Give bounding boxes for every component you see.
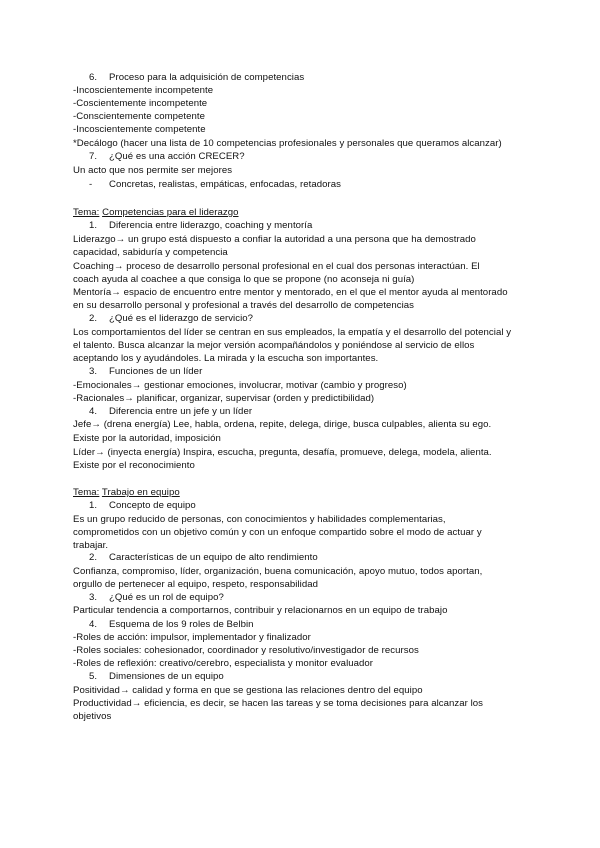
item-title: Esquema de los 9 roles de Belbin	[109, 619, 254, 630]
tema-title: Competencias para el liderazgo	[102, 207, 239, 218]
item-number: 1.	[89, 500, 98, 511]
item-number: 2.	[89, 552, 98, 563]
item-title: ¿Qué es una acción CRECER?	[109, 151, 245, 162]
text-line: -Roles de acción: impulsor, implementador y finalizador	[73, 632, 311, 643]
item-title: Funciones de un líder	[109, 366, 203, 377]
text-line: Líder→ (inyecta energía) Inspira, escucha, pregunta, desafía, promueve, delega, modela, alienta.	[73, 447, 492, 458]
text-line: Coaching→ proceso de desarrollo personal profesional en el cual dos personas interactúan. El	[73, 261, 480, 272]
section-heading	[73, 206, 239, 219]
text-line: -Roles sociales: cohesionador, coordinador y resolutivo/investigador de recursos	[73, 645, 419, 656]
text-line: trabajar.	[73, 540, 109, 551]
heading-item-7	[89, 150, 245, 163]
text-line: Confianza, compromiso, líder, organización, buena comunicación, apoyo mutuo, todos aportan,	[73, 566, 483, 577]
item-title: Diferencia entre liderazgo, coaching y mentoría	[109, 220, 313, 231]
bullet-item	[89, 178, 341, 191]
text-line: Existe por el reconocimiento	[73, 460, 195, 471]
text-line: Particular tendencia a comportarnos, contribuir y relacionarnos en un equipo de trabajo	[73, 605, 448, 616]
text-line: Los comportamientos del líder se centran en sus empleados, la empatía y el desarrollo del potencial y	[73, 327, 512, 338]
heading-item-1	[89, 219, 312, 232]
text-line: Positividad→ calidad y forma en que se gestiona las relaciones dentro del equipo	[73, 685, 423, 696]
text-line: Existe por la autoridad, imposición	[73, 433, 221, 444]
text-line: Jefe→ (drena energía) Lee, habla, ordena, repite, delega, dirige, busca culpables, alienta su ego.	[73, 419, 492, 430]
text-line: orgullo de pertenecer al equipo, respeto, responsabilidad	[73, 579, 318, 590]
heading-item-1	[89, 499, 196, 512]
text-line: el talento. Busca alcanzar la mejor versión acompañándolos y poniéndose al servicio de ellos	[73, 340, 475, 351]
text-line: aceptando los y ayudándoles. La mirada y la escucha son importantes.	[73, 353, 379, 364]
item-number: 7.	[89, 151, 98, 162]
item-title: Proceso para la adquisición de competencias	[109, 72, 305, 83]
text-line: en su desarrollo personal y profesional a través del desarrollo de competencias	[73, 300, 414, 311]
item-title: Concepto de equipo	[109, 500, 196, 511]
text-line: -Incoscientemente competente	[73, 124, 206, 135]
heading-item-3	[89, 365, 202, 378]
text-line: *Decálogo (hacer una lista de 10 competencias profesionales y personales que queramos alcanzar)	[73, 138, 502, 149]
text-line: -Conscientemente competente	[73, 111, 206, 122]
text-line: -Coscientemente incompetente	[73, 98, 208, 109]
item-number: 3.	[89, 592, 98, 603]
tema-label: Tema:	[73, 207, 100, 218]
text-line: capacidad, sabiduría y competencia	[73, 247, 228, 258]
item-number: 4.	[89, 406, 98, 417]
text-line: -Racionales→ planificar, organizar, supervisar (orden y predictibilidad)	[73, 393, 375, 404]
tema-label: Tema:	[73, 487, 100, 498]
heading-item-5	[89, 670, 224, 683]
heading-item-2	[89, 551, 318, 564]
text-line: -Emocionales→ gestionar emociones, involucrar, motivar (cambio y progreso)	[73, 380, 407, 391]
text-line: -Incoscientemente incompetente	[73, 85, 214, 96]
heading-item-4	[89, 405, 252, 418]
item-title: Dimensiones de un equipo	[109, 671, 224, 682]
item-number: 4.	[89, 619, 98, 630]
item-number: 1.	[89, 220, 98, 231]
text-line: Productividad→ eficiencia, es decir, se hacen las tareas y se toma decisiones para alcanzar los	[73, 698, 484, 709]
item-title: ¿Qué es un rol de equipo?	[109, 592, 224, 603]
text-line: Mentoría→ espacio de encuentro entre mentor y mentorado, en el que el mentor ayuda al mentorado	[73, 287, 508, 298]
tema-title: Trabajo en equipo	[101, 487, 180, 498]
heading-item-4	[89, 618, 254, 631]
bullet-text: Concretas, realistas, empáticas, enfocadas, retadoras	[109, 179, 341, 190]
item-title: ¿Qué es el liderazgo de servicio?	[109, 313, 254, 324]
item-number: 3.	[89, 366, 98, 377]
heading-item-3	[89, 591, 224, 604]
item-number: 6.	[89, 72, 98, 83]
text-line: Un acto que nos permite ser mejores	[73, 165, 233, 176]
text-line: Liderazgo→ un grupo está dispuesto a confiar la autoridad a una persona que ha demostrado	[73, 234, 476, 245]
text-line: -Roles de reflexión: creativo/cerebro, especialista y monitor evaluador	[73, 658, 374, 669]
heading-item-6	[89, 71, 304, 84]
text-line: objetivos	[73, 711, 112, 722]
bullet-mark: -	[89, 179, 93, 190]
text-line: coach ayuda al coachee a que consiga lo que se propone (no aconseja ni guía)	[73, 274, 415, 285]
text-line: comprometidos con un objetivo común y con un enfoque compartido sobre el modo de actuar y	[73, 527, 482, 538]
heading-item-2	[89, 312, 253, 325]
item-number: 2.	[89, 313, 98, 324]
text-line: Es un grupo reducido de personas, con conocimientos y habilidades complementarias,	[73, 514, 446, 525]
item-title: Diferencia entre un jefe y un líder	[109, 406, 253, 417]
item-title: Características de un equipo de alto rendimiento	[109, 552, 318, 563]
section-heading	[73, 486, 180, 499]
item-number: 5.	[89, 671, 98, 682]
